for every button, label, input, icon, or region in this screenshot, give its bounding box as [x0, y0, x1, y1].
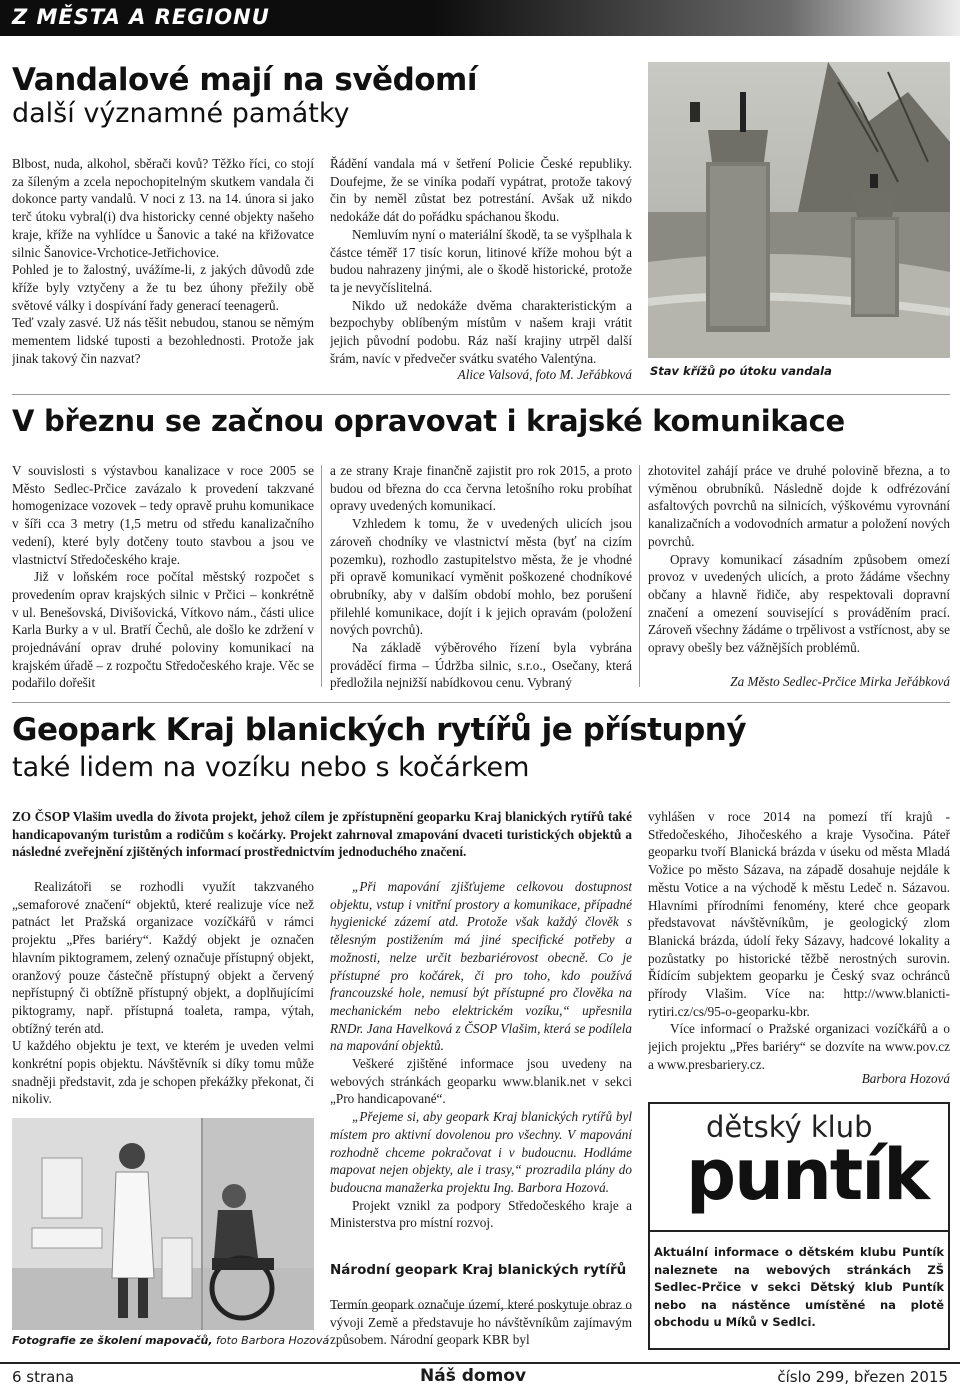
article3-c3-p2: Více informací o Pražské organizaci vozíčkářů a o jejich projektu „Přes bariéry“ se dozvíte na www.pov.cz a www.presbariery.cz.: [648, 1021, 950, 1072]
article1-c1-p1: Blbost, nuda, alkohol, sběrači kovů? Těžko říci, co stojí za šíleným a zcela nepochopitelným skutkem vandala či dokonce party vandalů. V noci z 13. na 14. února si jako terč útoku vybral(i) dva historicky cenné objekty našeho kraje, kříže na vyhlídce u Šanovic a také na křižovatce silnic Šanovice-Vrchotice-Jetřichovice.: [12, 156, 314, 260]
footer-issue: číslo 299, březen 2015: [777, 1368, 948, 1386]
article1-column-1: [12, 155, 314, 385]
article3-c3-p1: vyhlášen v roce 2014 na pomezí tří krajů - Středočeského, Jihočeského a kraje Vysočina. Páteř geoparku tvoří Blanická brázda v úseku od města Mladá Vožice po město Sázava, na západě dosahuje nejdále k městu Votice a na východě k městu Ledeč n. Sázavou. Hlavními přírodními fenomény, které chce geopark představovat návštěvníkům, je geologický zlom Blanická brázda, údolí řeky Sázavy, hadcové lokality a pozůstatky po historické těžbě nerostných surovin. Řídícím subjektem geoparku je Český svaz ochránců přírody Vlašim. Více na: http://www.blanicti-rytiri.cz/cs/95-o-geoparku-kbr.: [648, 809, 950, 1019]
column-rule: [321, 465, 322, 687]
training-photo-credit: foto Barbora Hozová: [216, 1334, 330, 1347]
article1-subtitle: další významné památky: [12, 98, 350, 129]
training-photo-image: [12, 1118, 314, 1330]
article1-c2-p2: Nemluvím nyní o materiální škodě, ta se vyšplhala k částce téměř 17 tisíc korun, litinové kříže mohou být a budou nahrazeny jinými, ale o škodě historické, protože ta je nevyčíslitelná.: [330, 226, 632, 295]
section-title: Z MĚSTA A REGIONU: [12, 5, 270, 29]
footer-paper-name: Náš domov: [420, 1366, 527, 1386]
article3-c2-p3: „Přejeme si, aby geopark Kraj blanických rytířů byl místem pro aktivní dovolenou pro všechny. V mapování rozhodně chceme pokračovat i v budoucnu. Hodláme mapovat nejen objekty, ale i trasy,“ prozradila plány do budoucna manažerka projektu Ing. Barbora Hozová.: [330, 1109, 632, 1195]
article2-c1-p2: Již v loňském roce počítal městský rozpočet s provedením oprav krajských silnic v Prčici – konkrétně v ul. Benešovská, Divišovická, Vítkovo nám., části ulice Karla Burky a v ul. Bratří Čechů, ale došlo ke zdržení v projednávání oprav druhé poloviny komunikací na krajském úřadě – z rozpočtu Středočeského kraje. Věc se podařilo dořešit: [12, 569, 314, 690]
article3-c2-p1: „Při mapování zjišťujeme celkovou dostupnost objektu, vstup i vnitřní prostory a komunikace, případné hygienické zázemí atd. Protože však každý člověk s tělesným postižením má jiné specifické potřeby a možnosti, nelze určit bezbariérovost obecně. Co je přístupné pro kočárek, či pro toho, kdo používá francouzské hole, nemusí být přístupné pro člověka na mechanickém nebo elektrickém vozíku,“ upřesnila RNDr. Jana Havelková z ČSOP Vlašim, která se podílela na mapování objektů.: [330, 879, 632, 1054]
article2-signature: Za Město Sedlec-Prčice Mirka Jeřábková: [730, 674, 950, 689]
divider: [12, 702, 950, 703]
club-info: Aktuální informace o dětském klubu Puntík naleznete na webových stránkách ZŠ Sedlec-Prčice v sekci Dětský klub Puntík nebo na nástěnce umístěné na plotě obchodu u Míků v Sedlci.: [654, 1245, 944, 1329]
training-photo-caption-text: Fotografie ze školení mapovačů,: [12, 1334, 213, 1347]
article1-c2-p1: Řádění vandala má v šetření Policie České republiky. Doufejme, že se viníka podaří vypátrat, protože takový čin by neměl zůstat bez potrestání. Avšak už nikdo nedokáže dát do pořádku spáchanou škodu.: [330, 156, 632, 225]
article3-column-2: [330, 878, 632, 1298]
geopark-box-title: Národní geopark Kraj blanických rytířů: [330, 1262, 627, 1278]
article2-c2-p2: Vzhledem k tomu, že v uvedených ulicích jsou zároveň chodníky ve vlastnictví města (byť na cizím pozemku), rozhodlo zastupitelstvo města, že je vhodné při opravě komunikací vyměnit poškozené chodníkové obrubníky, aby v dalším období mohlo, bez porušení přilehlé komunikace, dojít i k jejich opravám (položení nových povrchů).: [330, 516, 632, 638]
article1-signature: Alice Valsová, foto M. Jeřábková: [457, 367, 632, 382]
footer-page: 6 strana: [12, 1368, 75, 1386]
article1-c1-p2: Pohled je to žalostný, uvážíme-li, z jakých důvodů zde kříže byly vztyčeny a že tu bez úhony přežily obě světové války i dospívání řady generací teenagerů.: [12, 262, 314, 313]
section-header-bar: [0, 0, 960, 36]
training-photo-caption: [12, 1334, 329, 1347]
geopark-box-text: Termín geopark označuje území, které poskytuje obraz o vývoji Země a představuje ho návštěvníkům zajímavým způsobem. Národní geopark KBR byl: [330, 1297, 632, 1348]
article2-column-1: [12, 462, 314, 690]
crosses-photo: [648, 62, 950, 358]
club-logo-line1: dětský klub: [706, 1110, 873, 1144]
article2-c3-p2: Opravy komunikací zásadním způsobem omezí provoz v uvedených ulicích, a proto žádáme všechny občany a hlavně řidiče, aby respektovali dopravní značení a omezení související s prováděním prací. Zároveň všechny žádáme o trpělivost a vstřícnost, aby se opravy obešly bez vážnějších problémů.: [648, 551, 950, 656]
article1-column-2: [330, 155, 632, 367]
article3-c1-p2: U každého objektu je text, ve kterém je uveden velmi konkrétní popis objektu. Návštěvník si díky tomu může snadněji představit, zda je schopen překážky překonat, či nikoliv.: [12, 1038, 314, 1107]
article1-c1-p3: Teď vzaly zasvé. Už nás těšit nebudou, stanou se němým mementem lidské tuposti a bezohlednosti. Protože jak jinak takový čin nazvat?: [12, 315, 314, 366]
crosses-photo-image: [648, 62, 950, 358]
article2-c3-p1: zhotovitel zahájí práce ve druhé polovině března, a to výměnou obrubníků. Následně dojde k odfrézování asfaltových povrchů na silnicích, výškovému vyrovnání kanalizačních a vodovodních armatur a položení nových povrchů.: [648, 463, 950, 549]
article3-subtitle: také lidem na vozíku nebo s kočárkem: [12, 752, 530, 783]
article3-title: Geopark Kraj blanických rytířů je přístupný: [12, 712, 747, 748]
article2-title: V březnu se začnou opravovat i krajské komunikace: [12, 404, 845, 438]
article3-c2-p2: Veškeré zjištěné informace jsou uvedeny na webových stránkách geoparku www.blanik.net v sekci „Pro handicapované“.: [330, 1056, 632, 1107]
crosses-photo-caption: Stav křížů po útoku vandala: [650, 364, 832, 378]
article3-column-1: [12, 878, 314, 1110]
article2-column-2: [330, 462, 632, 690]
article1-title: Vandalové mají na svědomí: [12, 62, 477, 98]
club-logo-line2: puntík: [686, 1134, 928, 1216]
training-photo: [12, 1118, 314, 1330]
club-logo: [650, 1104, 948, 1232]
article3-c1-p1: Realizátoři se rozhodli využít takzvaného „semaforové značení“ objektů, které realizuje více než patnáct let Pražská organizace vozíčkářů v rámci projektu „Přes bariéry“. Každý objekt je označen hlavním piktogramem, zelený označuje přístupný objekt, oranžový pouze částečně přístupný objekt a červený nepřístupný či obtížně přístupný objekt, a doplňujícími piktogramy, např. přístupná toaleta, rampa, výtah, obtížný terén atd.: [12, 879, 314, 1036]
article2-column-3: [648, 462, 950, 672]
article3-signature: Barbora Hozová: [861, 1071, 950, 1086]
article2-c2-p1: a ze strany Kraje finančně zajistit pro rok 2015, a proto budou od března do cca června letošního roku probíhat opravy uvedených komunikací.: [330, 463, 632, 514]
article3-column-3: [648, 808, 950, 1088]
divider: [12, 394, 950, 395]
article2-c2-p3: Na základě výběrového řízení byla vybrána prováděcí firma – Údržba silnic, s.r.o., Osečany, která předložila nejnižší nabídkovou cenu. Vybraný: [330, 640, 632, 690]
footer-rule: [0, 1362, 960, 1364]
club-box: [648, 1102, 950, 1350]
column-rule: [639, 465, 640, 687]
article1-c2-p3: Nikdo už nedokáže dvěma charakteristickým a bezpochyby oblíbeným místům v našem kraji vrátit jejich původní podobu. Ráz naší krajiny utrpěl další šrám, navíc v předvečer svátku svatého Valentýna.: [330, 297, 632, 366]
article3-lead: ZO ČSOP Vlašim uvedla do života projekt, jehož cílem je zpřístupnění geoparku Kraj blanických rytířů také handicapovaným turistům a rodičům s kočárky. Projekt zahrnoval zmapování dvaceti turistických objektů a následné zveřejnění zjištěných informací prostřednictvím jednoduchého značení.: [12, 809, 632, 860]
article3-c2-p4: Projekt vznikl za podpory Středočeského kraje a Ministerstva pro místní rozvoj.: [330, 1197, 632, 1231]
article2-c1-p1: V souvislosti s výstavbou kanalizace v roce 2005 se Město Sedlec-Prčice zavázalo k provedení takzvané homogenizace vozovek – tedy opravě pruhu komunikace v šíři cca 3 metry (1,5 metru od středu kanalizačního vedení), které byly dotčeny touto stavbou a jsou ve vlastnictví Středočeského kraje.: [12, 463, 314, 567]
